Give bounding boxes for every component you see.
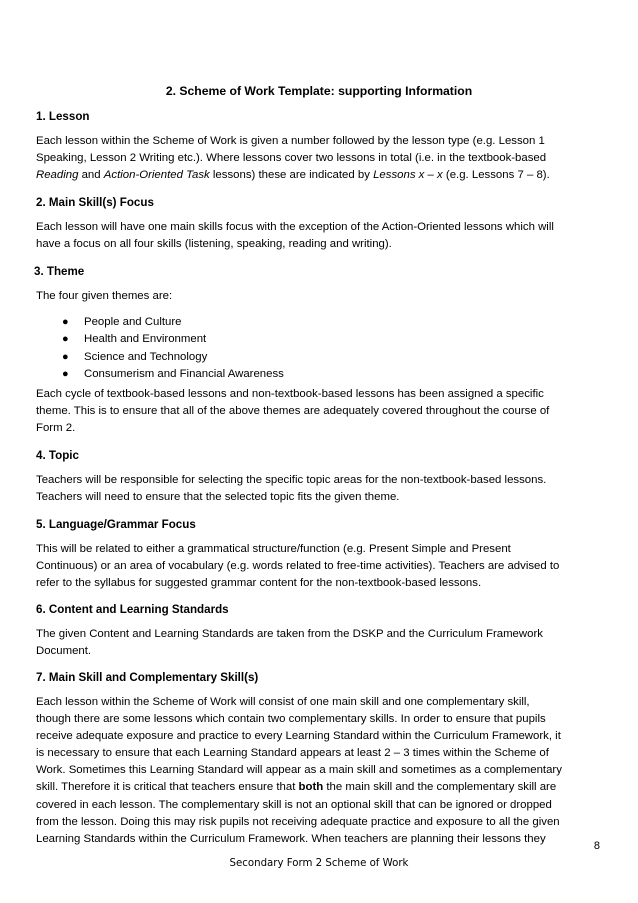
list-item-label: People and Culture (84, 316, 182, 328)
list-item (60, 314, 284, 331)
body-line: Each cycle of textbook-based lessons and non-textbook-based lessons has been assigned a specific (36, 388, 544, 400)
body-line: though there are some lessons which contain two complementary skills. In order to ensure that pupils (36, 713, 546, 726)
body-line (36, 167, 602, 184)
bullet-icon: ● (62, 316, 69, 328)
section-heading-skills-focus: 2. Main Skill(s) Focus (36, 196, 154, 209)
section-body-standards (36, 626, 602, 660)
body-line: Continuous) or an area of vocabulary (e.g. words related to free-time activities). Teachers are advised to (36, 560, 560, 573)
section-body-topic (36, 472, 602, 506)
page-footer: Secondary Form 2 Scheme of Work (229, 858, 409, 869)
body-line: have a focus on all four skills (listening, speaking, reading and writing). (36, 238, 392, 251)
bullet-icon: ● (62, 333, 69, 346)
body-line: Speaking, Lesson 2 Writing etc.). Where lessons cover two lessons in total (i.e. in the textbook-based (36, 152, 547, 165)
section-heading-theme: 3. Theme (34, 265, 85, 278)
body-line: is necessary to ensure that each Learning Standard appears at least 2 – 3 times within the Scheme of (36, 747, 549, 760)
text-end: the main skill and the complementary skill are (323, 781, 557, 794)
italic-action-oriented-task: Action-Oriented Task (103, 169, 210, 182)
text-mid: lessons) these are indicated by (209, 169, 374, 182)
page-title: 2. Scheme of Work Template: supporting Information (165, 84, 473, 98)
list-item (60, 349, 284, 366)
body-line (36, 779, 602, 796)
section-heading-complementary: 7. Main Skill and Complementary Skill(s) (36, 671, 259, 684)
section-body-grammar (36, 541, 602, 592)
body-line: This will be related to either a grammatical structure/function (e.g. Present Simple and Present (36, 543, 511, 555)
text-end: (e.g. Lessons 7 – 8). (442, 169, 550, 182)
body-line: theme. This is to ensure that all of the above themes are adequately covered throughout the course of (36, 405, 550, 418)
list-item-label: Consumerism and Financial Awareness (84, 368, 284, 381)
section-body-theme (36, 386, 602, 437)
page-number: 8 (593, 840, 600, 852)
theme-intro: The four given themes are: (36, 290, 173, 302)
section-heading-standards: 6. Content and Learning Standards (36, 603, 229, 616)
section-body-lesson (36, 133, 602, 184)
section-heading-lesson: 1. Lesson (36, 110, 90, 123)
section-body-complementary (36, 694, 602, 848)
text-and: and (78, 169, 104, 182)
list-item-label: Health and Environment (84, 333, 207, 346)
body-line: Teachers will need to ensure that the selected topic fits the given theme. (36, 491, 400, 504)
bullet-icon: ● (62, 350, 69, 363)
body-line: Work. Sometimes this Learning Standard will appear as a main skill and sometimes as a complementary (36, 764, 562, 777)
body-line: Each lesson within the Scheme of Work will consist of one main skill and one complementary skill, (36, 696, 530, 708)
section-heading-topic: 4. Topic (36, 449, 79, 462)
body-line: Each lesson will have one main skills focus with the exception of the Action-Oriented lessons which will (36, 221, 554, 233)
bullet-icon: ● (62, 368, 69, 381)
body-line: from the lesson. Doing this may risk pupils not receiving adequate practice and exposure to all the given (36, 815, 560, 828)
body-line: Each lesson within the Scheme of Work is given a number followed by the lesson type (e.g. Lesson 1 (36, 135, 545, 147)
body-line: Document. (36, 645, 92, 658)
body-line: Form 2. (36, 422, 76, 435)
body-line: Learning Standards within the Curriculum Framework. When teachers are planning their lessons they (36, 832, 546, 845)
body-line: covered in each lesson. The complementary skill is not an optional skill that can be ignored or dropped (36, 798, 552, 811)
text-start: skill. Therefore it is critical that teachers ensure that (36, 781, 299, 794)
italic-reading: Reading (36, 169, 79, 182)
section-body-skills-focus (36, 219, 602, 253)
body-line: receive adequate exposure and practice to every Learning Standard within the Curriculum Framework, it (36, 730, 561, 743)
section-heading-grammar: 5. Language/Grammar Focus (36, 518, 196, 531)
list-item-label: Science and Technology (84, 350, 208, 363)
italic-lessons: Lessons x – x (373, 169, 443, 182)
bold-both: both (298, 781, 324, 794)
theme-list (60, 314, 284, 384)
body-line: The given Content and Learning Standards are taken from the DSKP and the Curriculum Framework (36, 628, 543, 640)
list-item (60, 331, 284, 348)
list-item (60, 366, 284, 383)
body-line: Teachers will be responsible for selecting the specific topic areas for the non-textbook-based lessons. (36, 474, 547, 486)
body-line: refer to the syllabus for suggested grammar content for the non-textbook-based lessons. (36, 577, 482, 590)
